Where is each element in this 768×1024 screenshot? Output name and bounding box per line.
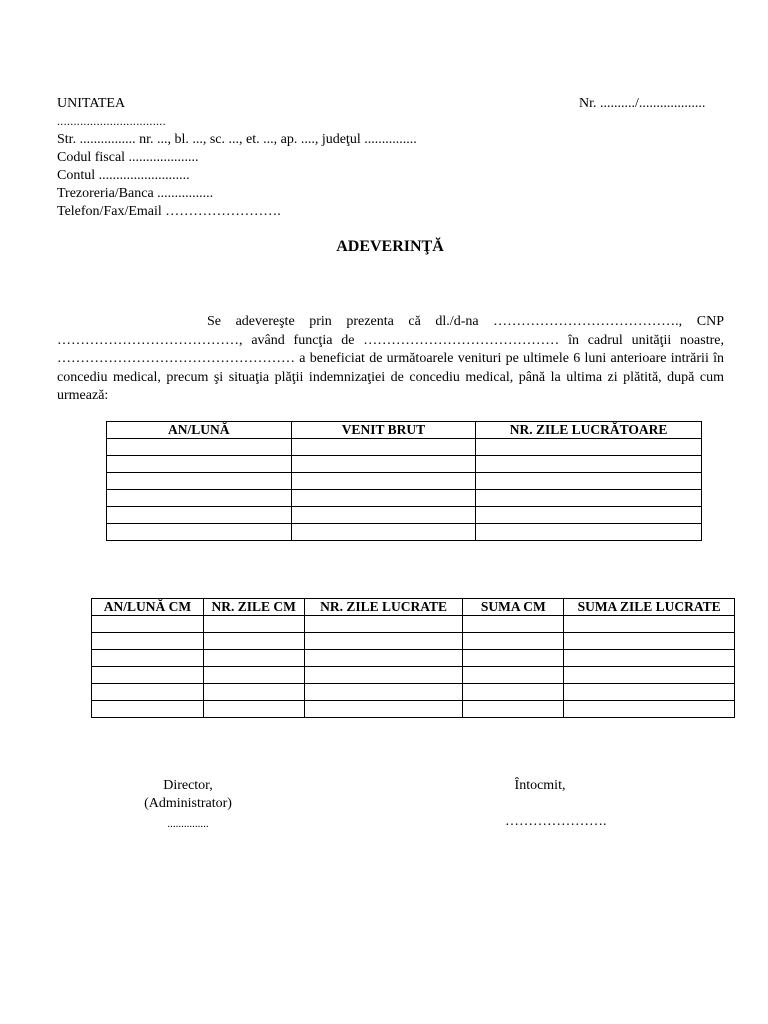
- income-table-row: [107, 439, 702, 456]
- table-cell: [107, 507, 292, 524]
- table-cell: [92, 667, 204, 684]
- table-cell: [291, 439, 476, 456]
- certificate-paragraph: [57, 313, 724, 406]
- column-header-year-month-cm: AN/LUNĂ CM: [92, 599, 204, 616]
- column-header-sum-days-worked: SUMA ZILE LUCRATE: [564, 599, 735, 616]
- table-cell: [463, 684, 564, 701]
- table-cell: [304, 684, 463, 701]
- treasury-line: Trezoreria/Banca ................: [57, 186, 214, 201]
- medical-leave-table-row: [92, 650, 735, 667]
- table-cell: [476, 524, 702, 541]
- table-cell: [107, 524, 292, 541]
- table-cell: [304, 633, 463, 650]
- column-header-days-cm: NR. ZILE CM: [203, 599, 304, 616]
- column-header-gross-income: VENIT BRUT: [291, 422, 476, 439]
- unit-name-dots: .................................: [57, 114, 166, 128]
- medical-leave-table-row: [92, 616, 735, 633]
- table-cell: [107, 439, 292, 456]
- table-cell: [476, 473, 702, 490]
- income-table: [106, 421, 702, 541]
- column-header-working-days: NR. ZILE LUCRĂTOARE: [476, 422, 702, 439]
- table-cell: [107, 490, 292, 507]
- table-cell: [463, 650, 564, 667]
- table-cell: [304, 616, 463, 633]
- income-table-row: [107, 490, 702, 507]
- table-cell: [92, 650, 204, 667]
- table-cell: [291, 473, 476, 490]
- table-cell: [107, 456, 292, 473]
- table-cell: [463, 667, 564, 684]
- table-cell: [304, 667, 463, 684]
- table-cell: [564, 701, 735, 718]
- column-header-days-worked: NR. ZILE LUCRATE: [304, 599, 463, 616]
- table-cell: [463, 616, 564, 633]
- column-header-sum-cm: SUMA CM: [463, 599, 564, 616]
- table-cell: [203, 667, 304, 684]
- medical-leave-table-row: [92, 633, 735, 650]
- document-title: ADEVERINŢĂ: [336, 238, 444, 255]
- income-table-row: [107, 456, 702, 473]
- income-table-row: [107, 524, 702, 541]
- table-cell: [291, 507, 476, 524]
- table-cell: [92, 684, 204, 701]
- table-cell: [203, 701, 304, 718]
- income-table-row: [107, 507, 702, 524]
- table-cell: [203, 684, 304, 701]
- table-cell: [291, 490, 476, 507]
- paragraph-text: Se adevereşte prin prezenta că dl./d-na …………………………………., CNP …………………………………, având funcţia de …………………………………… în cadrul unităţii noastre, …………………………………………… a beneficiat de următoarele venituri pe ultimele 6 luni anterioare intrării în concediu medical, precum şi situaţia plăţii indemnizaţiei de concediu medical, până la ultima zi plătită, după cum urmează:: [57, 314, 724, 403]
- prepared-by-signature-line: ………………….: [505, 814, 607, 829]
- table-cell: [463, 701, 564, 718]
- table-cell: [476, 507, 702, 524]
- table-cell: [291, 456, 476, 473]
- table-cell: [107, 473, 292, 490]
- table-cell: [291, 524, 476, 541]
- income-table-row: [107, 473, 702, 490]
- administrator-label: (Administrator): [144, 796, 232, 811]
- table-cell: [92, 633, 204, 650]
- prepared-by-label: Întocmit,: [514, 778, 566, 793]
- table-cell: [564, 650, 735, 667]
- address-line: Str. ................ nr. ..., bl. ..., sc. ..., et. ..., ap. ...., judeţul ...............: [57, 132, 417, 147]
- medical-leave-table-row: [92, 667, 735, 684]
- table-cell: [92, 616, 204, 633]
- unit-label: UNITATEA: [57, 96, 126, 111]
- director-label: Director,: [163, 778, 213, 793]
- table-cell: [463, 633, 564, 650]
- account-line: Contul ..........................: [57, 168, 190, 183]
- prepared-by-block: [480, 777, 607, 831]
- table-cell: [304, 650, 463, 667]
- document-number: Nr. ........../...................: [579, 96, 706, 111]
- table-cell: [564, 633, 735, 650]
- contact-line: Telefon/Fax/Email …………………….: [57, 204, 281, 219]
- table-cell: [304, 701, 463, 718]
- medical-leave-table: [91, 598, 735, 718]
- table-cell: [476, 456, 702, 473]
- column-header-year-month: AN/LUNĂ: [107, 422, 292, 439]
- table-cell: [203, 616, 304, 633]
- table-cell: [564, 684, 735, 701]
- fiscal-code-line: Codul fiscal ....................: [57, 150, 199, 165]
- table-cell: [564, 616, 735, 633]
- director-signature-block: [132, 777, 244, 833]
- table-cell: [476, 439, 702, 456]
- table-cell: [476, 490, 702, 507]
- table-cell: [203, 650, 304, 667]
- director-signature-line: ...............: [167, 818, 209, 830]
- medical-leave-table-row: [92, 701, 735, 718]
- table-cell: [203, 633, 304, 650]
- table-cell: [92, 701, 204, 718]
- medical-leave-table-row: [92, 684, 735, 701]
- table-cell: [564, 667, 735, 684]
